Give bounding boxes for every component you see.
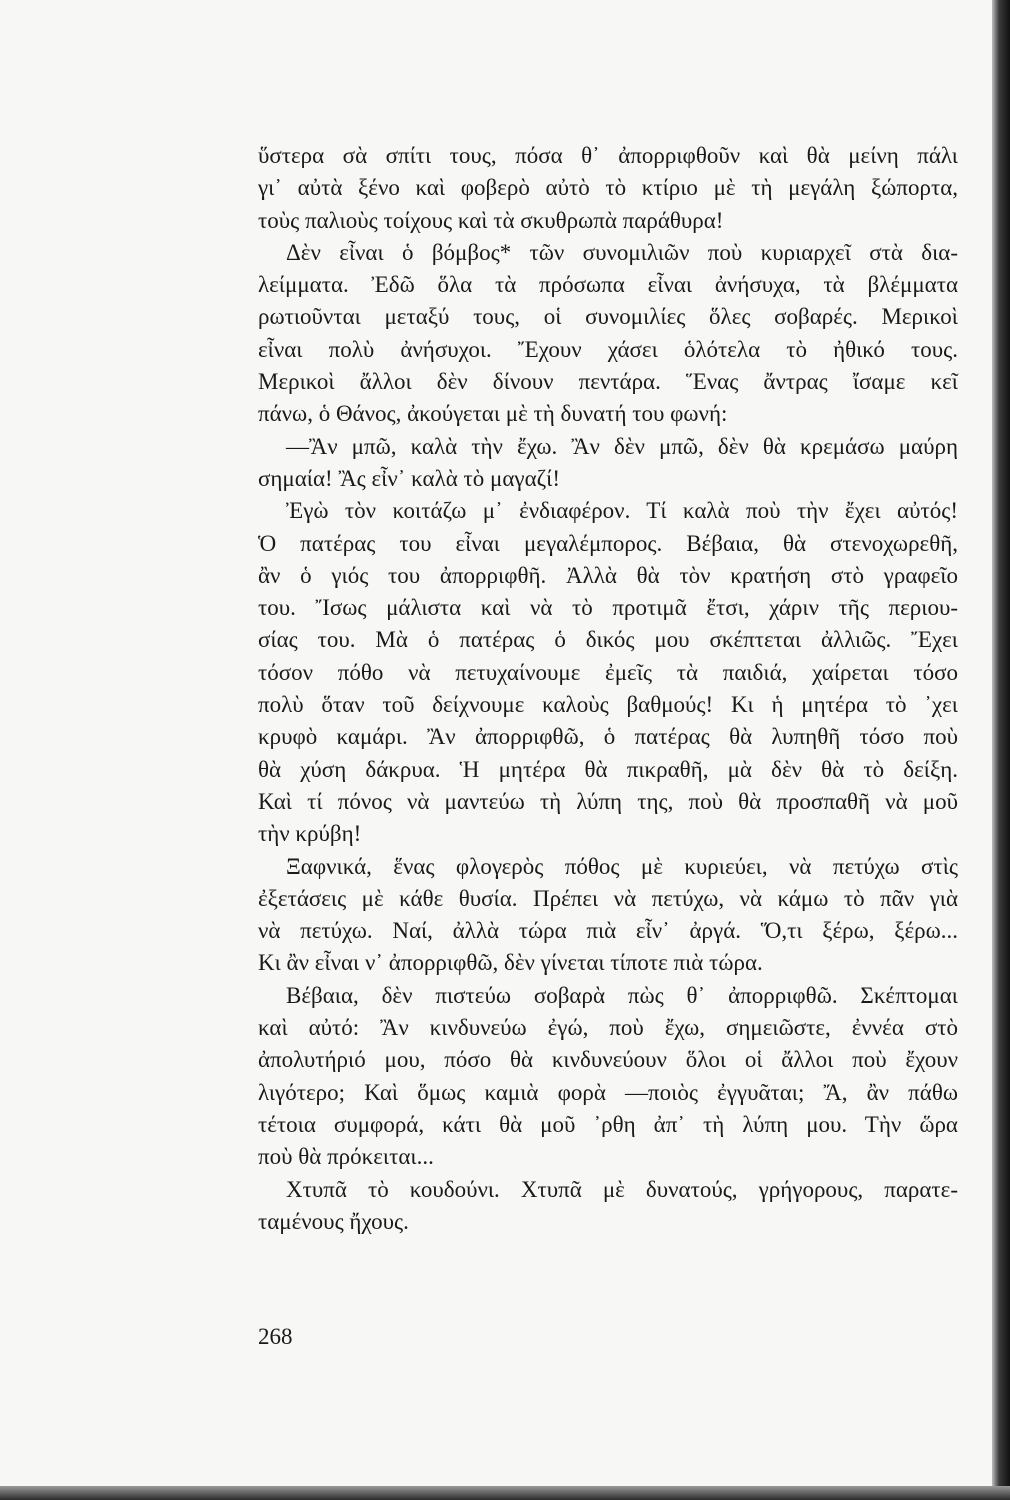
text-line: ἐξετάσεις μὲ κάθε θυσία. Πρέπει νὰ πετύχω, νὰ κάμω τὸ πᾶν γιὰ	[258, 885, 958, 911]
text-line: Ὁ πατέρας του εἶναι μεγαλέμπορος. Βέβαια, θὰ στενοχωρεθῆ,	[258, 530, 958, 556]
text-line: νὰ πετύχω. Ναί, ἀλλὰ τώρα πιὰ εἶν᾿ ἀργά. Ὅ,τι ξέρω, ξέρω...	[258, 918, 958, 944]
text-line: Δὲν εἶναι ὁ βόμβος* τῶν συνομιλιῶν ποὺ κυριαρχεῖ στὰ δια-	[286, 239, 958, 265]
text-line: τοὺς παλιοὺς τοίχους καὶ τὰ σκυθρωπὰ παράθυρα!	[258, 207, 724, 233]
text-line: λιγότερο; Καὶ ὅμως καμιὰ φορὰ —ποιὸς ἐγγυᾶται; Ἄ, ἂν πάθω	[258, 1079, 958, 1105]
paragraph	[258, 495, 958, 850]
paragraph	[258, 980, 958, 1174]
text-line: ποὺ θὰ πρόκειται...	[258, 1144, 434, 1170]
page-number: 268	[258, 1324, 293, 1349]
text-line: Ἐγὼ τὸν κοιτάζω μ᾿ ἐνδιαφέρον. Τί καλὰ ποὺ τὴν ἔχει αὐτός!	[286, 498, 958, 524]
text-line: λείμματα. Ἐδῶ ὅλα τὰ πρόσωπα εἶναι ἀνήσυχα, τὰ βλέμματα	[258, 272, 958, 298]
text-line: θὰ χύση δάκρυα. Ἡ μητέρα θὰ πικραθῆ, μὰ δὲν θὰ τὸ δείξη.	[258, 756, 958, 782]
text-line: πάνω, ὁ Θάνος, ἀκούγεται μὲ τὴ δυνατή του φωνή:	[258, 401, 728, 427]
text-line: Βέβαια, δὲν πιστεύω σοβαρὰ πὼς θ᾿ ἀπορριφθῶ. Σκέπτομαι	[286, 982, 958, 1008]
text-line: Χτυπᾶ τὸ κουδούνι. Χτυπᾶ μὲ δυνατούς, γρήγορους, παρατε-	[286, 1176, 958, 1202]
body-text	[258, 140, 958, 1238]
text-line: του. Ἴσως μάλιστα καὶ νὰ τὸ προτιμᾶ ἔτσι, χάριν τῆς περιου-	[258, 595, 958, 621]
text-line: ταμένους ἤχους.	[258, 1208, 409, 1234]
text-line: εἶναι πολὺ ἀνήσυχοι. Ἔχουν χάσει ὁλότελα τὸ ἠθικό τους.	[258, 336, 958, 362]
page-bottom-edge	[0, 1486, 1010, 1500]
paragraph	[258, 237, 958, 431]
book-spine-shadow	[992, 0, 1010, 1500]
text-line: Καὶ τί πόνος νὰ μαντεύω τὴ λύπη της, ποὺ θὰ προσπαθῆ νὰ μοῦ	[258, 788, 958, 814]
text-line: Ξαφνικά, ἕνας φλογερὸς πόθος μὲ κυριεύει, νὰ πετύχω στὶς	[286, 853, 958, 879]
paragraph	[258, 431, 958, 496]
text-line: τόσον πόθο νὰ πετυχαίνουμε ἐμεῖς τὰ παιδιά, χαίρεται τόσο	[258, 659, 958, 685]
text-line: πολὺ ὅταν τοῦ δείχνουμε καλοὺς βαθμούς! Κι ἡ μητέρα τὸ ᾿χει	[258, 692, 958, 718]
paragraph	[258, 851, 958, 980]
text-line: σημαία! Ἂς εἶν᾿ καλὰ τὸ μαγαζί!	[258, 465, 561, 491]
paragraph	[258, 140, 958, 237]
paragraph	[258, 1174, 958, 1239]
text-line: γι᾿ αὐτὰ ξένο καὶ φοβερὸ αὐτὸ τὸ κτίριο μὲ τὴ μεγάλη ξώπορτα,	[258, 175, 958, 201]
text-line: ρωτιοῦνται μεταξύ τους, οἱ συνομιλίες ὅλες σοβαρές. Μερικοὶ	[258, 304, 958, 330]
text-line: καὶ αὐτό: Ἂν κινδυνεύω ἐγώ, ποὺ ἔχω, σημειῶστε, ἐννέα στὸ	[258, 1015, 958, 1041]
text-line: Κι ἂν εἶναι ν᾿ ἀπορριφθῶ, δὲν γίνεται τίποτε πιὰ τώρα.	[258, 950, 763, 976]
text-line: τέτοια συμφορά, κάτι θὰ μοῦ ᾿ρθη ἀπ᾿ τὴ λύπη μου. Τὴν ὥρα	[258, 1111, 958, 1137]
text-line: κρυφὸ καμάρι. Ἂν ἀπορριφθῶ, ὁ πατέρας θὰ λυπηθῆ τόσο ποὺ	[258, 724, 958, 750]
text-line: τὴν κρύβη!	[258, 821, 362, 847]
text-line: —Ἂν μπῶ, καλὰ τὴν ἔχω. Ἂν δὲν μπῶ, δὲν θὰ κρεμάσω μαύρη	[286, 433, 958, 459]
text-line: ὕστερα σὰ σπίτι τους, πόσα θ᾿ ἀπορριφθοῦν καὶ θὰ μείνη πάλι	[258, 143, 958, 168]
text-line: ἂν ὁ γιός του ἀπορριφθῆ. Ἀλλὰ θὰ τὸν κρατήση στὸ γραφεῖο	[258, 562, 958, 588]
text-line: σίας του. Μὰ ὁ πατέρας ὁ δικός μου σκέπτεται ἀλλιῶς. Ἔχει	[258, 627, 958, 653]
text-line: Μερικοὶ ἄλλοι δὲν δίνουν πεντάρα. Ἕνας ἄντρας ἴσαμε κεῖ	[258, 369, 958, 395]
text-line: ἀπολυτήριό μου, πόσο θὰ κινδυνεύουν ὅλοι οἱ ἄλλοι ποὺ ἔχουν	[258, 1047, 958, 1073]
